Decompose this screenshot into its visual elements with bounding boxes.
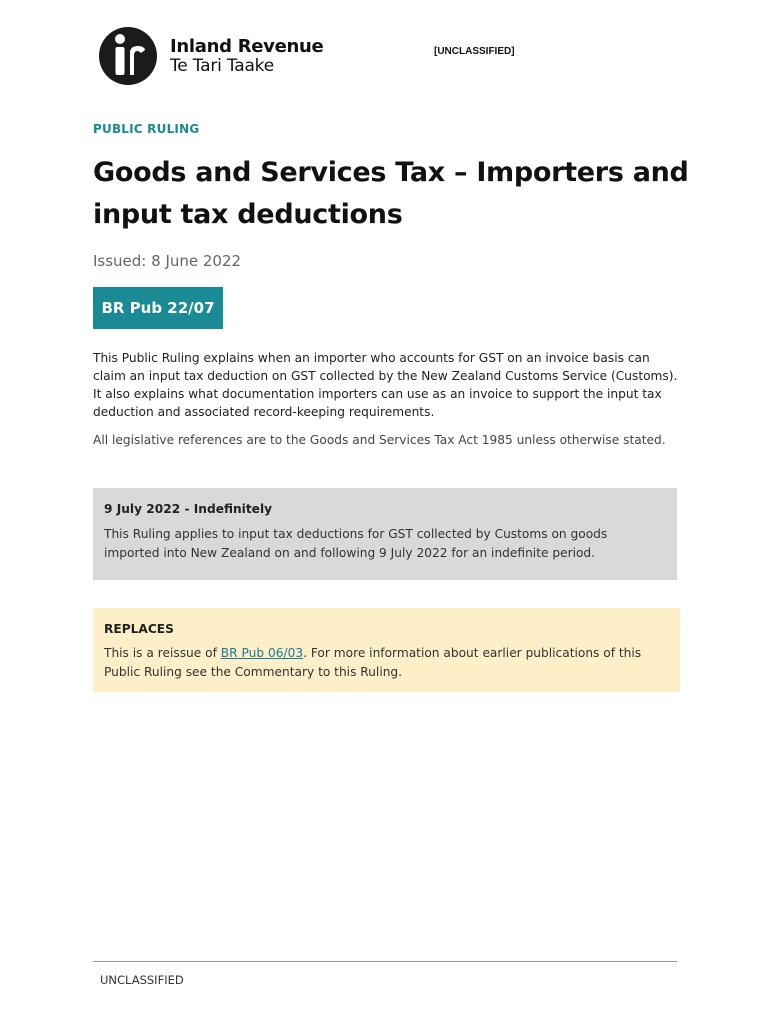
replaces-text-before: This is a reissue of bbox=[104, 646, 221, 660]
classification-footer: UNCLASSIFIED bbox=[100, 973, 184, 987]
document-kicker: PUBLIC RULING bbox=[93, 122, 200, 136]
replaces-text-after: . For more information about earlier publications of this Public Ruling see the Commentary to this Ruling. bbox=[104, 646, 642, 679]
footer-divider bbox=[93, 961, 677, 962]
br-pub-06-03-link[interactable]: BR Pub 06/03 bbox=[220, 646, 304, 660]
logo-maori-name: Te Tari Taake bbox=[170, 55, 274, 76]
period-text: This Ruling applies to input tax deductions for GST collected by Customs on goods imported into New Zealand on and following 9 July 2022 for an indefinite period. bbox=[104, 527, 608, 560]
inland-revenue-logo bbox=[98, 26, 323, 86]
intro-paragraph: This Public Ruling explains when an importer who accounts for GST on an invoice basis can claim an input tax deduction on GST collected by the New Zealand Customs Service (Customs). It also explains what documentation importers can use as an invoice to support the input tax deduction and associated record-keeping requirements. bbox=[93, 351, 678, 419]
classification-header: [UNCLASSIFIED] bbox=[434, 46, 515, 57]
application-period-box bbox=[93, 488, 677, 580]
period-title: 9 July 2022 - Indefinitely bbox=[104, 502, 273, 516]
legislative-note: All legislative references are to the Goods and Services Tax Act 1985 unless otherwise stated. bbox=[93, 433, 666, 447]
ir-logo-icon bbox=[98, 26, 158, 86]
document-title: Goods and Services Tax – Importers and input tax deductions bbox=[93, 157, 689, 230]
logo-name: Inland Revenue bbox=[170, 35, 324, 57]
replaces-box bbox=[93, 608, 680, 692]
replaces-text bbox=[104, 644, 669, 682]
reference-badge: BR Pub 22/07 bbox=[93, 287, 223, 329]
issued-date: Issued: 8 June 2022 bbox=[93, 252, 242, 270]
replaces-title: REPLACES bbox=[104, 622, 174, 636]
